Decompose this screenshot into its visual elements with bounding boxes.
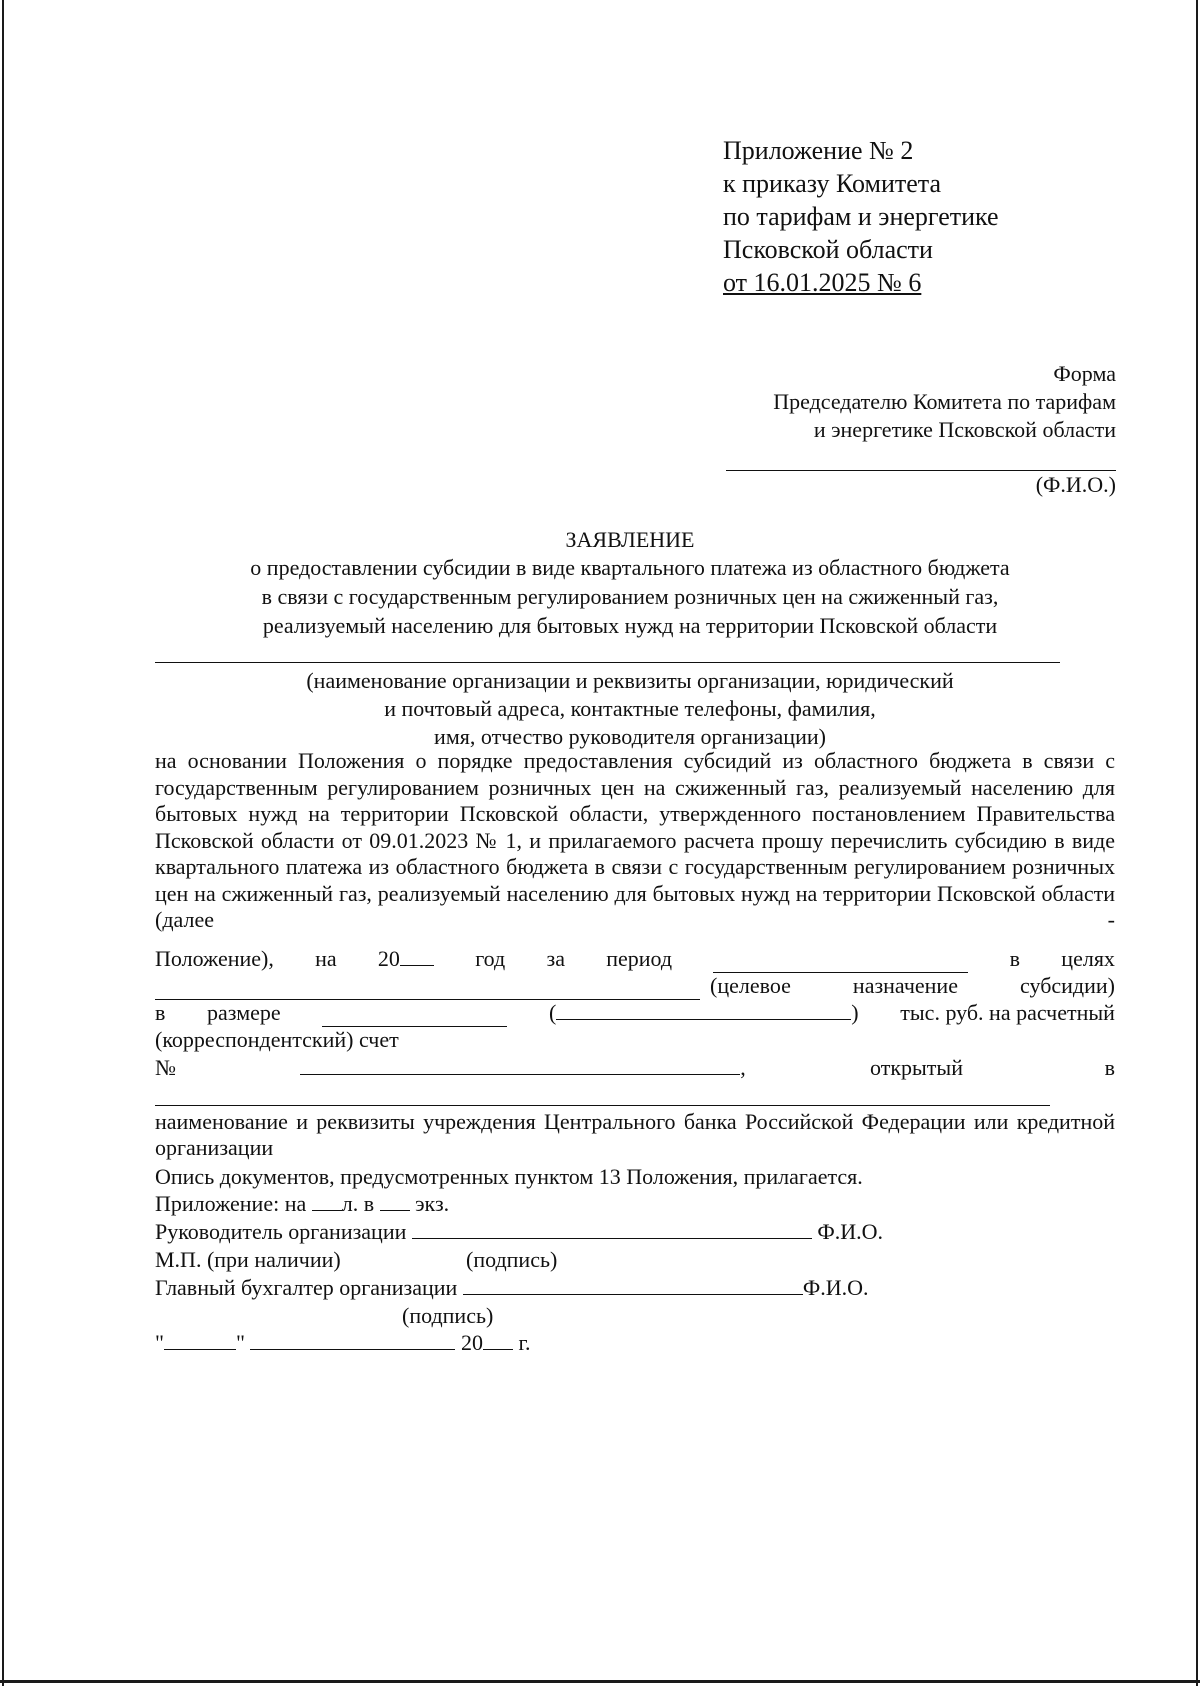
year-field: 20 (378, 945, 434, 973)
sheets-blank (312, 1190, 342, 1211)
bank-caption-block (155, 1109, 1115, 1161)
addressee-line: и энергетике Псковской области (813, 417, 1116, 442)
purpose-row (155, 972, 1115, 1000)
addressee-line: Председателю Комитета по тарифам (773, 389, 1116, 414)
attachment-line: Приложение: на л. в экз. (155, 1191, 450, 1216)
subtitle-line: о предоставлении субсидии в виде квартального платежа из областного бюджета (250, 555, 1010, 580)
head-signature-blank (412, 1218, 812, 1239)
period-word: период (606, 946, 673, 971)
page-border-right (1196, 0, 1198, 1686)
bank-blank-line (155, 1105, 1050, 1106)
appendix-line: Псковской области (723, 235, 933, 264)
appendix-line: к приказу Комитета (723, 169, 942, 198)
appendix-line: по тарифам и энергетике (723, 202, 999, 231)
order-reference: от 16.01.2025 № 6 (723, 268, 922, 297)
amount-blank (322, 1006, 507, 1027)
period-word: в (1009, 946, 1021, 971)
amount-word: размере (207, 1000, 281, 1025)
period-word: год (475, 946, 506, 971)
stamp-label: М.П. (при наличии) (155, 1247, 341, 1272)
organization-caption (160, 667, 1100, 751)
appendix-block (723, 134, 999, 299)
period-word: на (315, 946, 337, 971)
account-field: , (300, 1054, 746, 1082)
head-signature-line: Руководитель организации Ф.И.О. (155, 1219, 884, 1244)
accountant-signature-blank (463, 1274, 803, 1295)
period-word: за (546, 946, 565, 971)
period-word: Положение), (155, 946, 274, 971)
period-row (155, 945, 1115, 973)
purpose-caption: (целевое назначение субсидии) (710, 973, 1115, 998)
date-line: " " 20 г. (155, 1330, 531, 1355)
amount-row (155, 999, 1115, 1027)
period-word: целях (1061, 946, 1115, 971)
period-blank (713, 952, 968, 973)
caption-line: (наименование организации и реквизиты организации, юридический (306, 668, 954, 693)
account-number-sign: № (155, 1055, 176, 1080)
purpose-blank (155, 979, 700, 1000)
application-body (155, 748, 1115, 934)
page-border-bottom (0, 1680, 1200, 1683)
opened-in: открытый в (870, 1055, 1115, 1080)
month-blank (250, 1329, 455, 1350)
accountant-signature-line: Главный бухгалтер организации Ф.И.О. (155, 1275, 869, 1300)
form-label: Форма (1053, 361, 1116, 386)
subtitle-line: в связи с государственным регулированием розничных цен на сжиженный газ, (261, 584, 999, 609)
caption-line: и почтовый адреса, контактные телефоны, фамилия, (384, 696, 876, 721)
signature-caption: (подпись) (402, 1303, 494, 1328)
year-blank (400, 945, 434, 966)
fio-caption: (Ф.И.О.) (1035, 472, 1116, 497)
amount-word: тыс. руб. на расчетный (900, 1000, 1115, 1025)
amount-words-blank (556, 999, 851, 1020)
account-blank (300, 1054, 740, 1075)
document-subtitle (150, 553, 1110, 640)
document-title: ЗАЯВЛЕНИЕ (565, 527, 695, 552)
amount-words-field: ( ) (548, 1000, 859, 1025)
body-paragraph: на основании Положения о порядке предоставления субсидий из областного бюджета в связи с государственным регулированием розничных цен на сжиженный газ, реализуемый населению для бытовых нужд на территории Псковской области, утвержденного постановлением Правительства Псковской области от 09.01.2023 № 1, и прилагаемого расчета прошу перечислить субсидию в виде квартального платежа из областного бюджета в связи с государственным регулированием розничных цен на сжиженный газ, реализуемый населению для бытовых нужд на территории Псковской области (далее - (155, 748, 1115, 932)
organization-blank-line (155, 662, 1060, 663)
account-row (155, 1054, 1115, 1082)
addressee-block (616, 360, 1116, 499)
year-suffix-blank (483, 1329, 513, 1350)
appendix-line: Приложение № 2 (723, 136, 914, 165)
signature-caption: (подпись) (466, 1247, 558, 1272)
account-label: (корреспондентский) счет (155, 1027, 399, 1052)
caption-line: имя, отчество руководителя организации) (434, 724, 826, 749)
copies-blank (380, 1190, 410, 1211)
inventory-note: Опись документов, предусмотренных пунктом 13 Положения, прилагается. (155, 1164, 863, 1189)
page-border-left (2, 0, 4, 1686)
subtitle-line: реализуемый населению для бытовых нужд на территории Псковской области (262, 613, 998, 638)
day-blank (164, 1329, 236, 1350)
amount-word: в (155, 1000, 166, 1025)
fio-blank-line (726, 444, 1116, 471)
bank-caption: наименование и реквизиты учреждения Центрального банка Российской Федерации или кредитной организации (155, 1109, 1115, 1160)
